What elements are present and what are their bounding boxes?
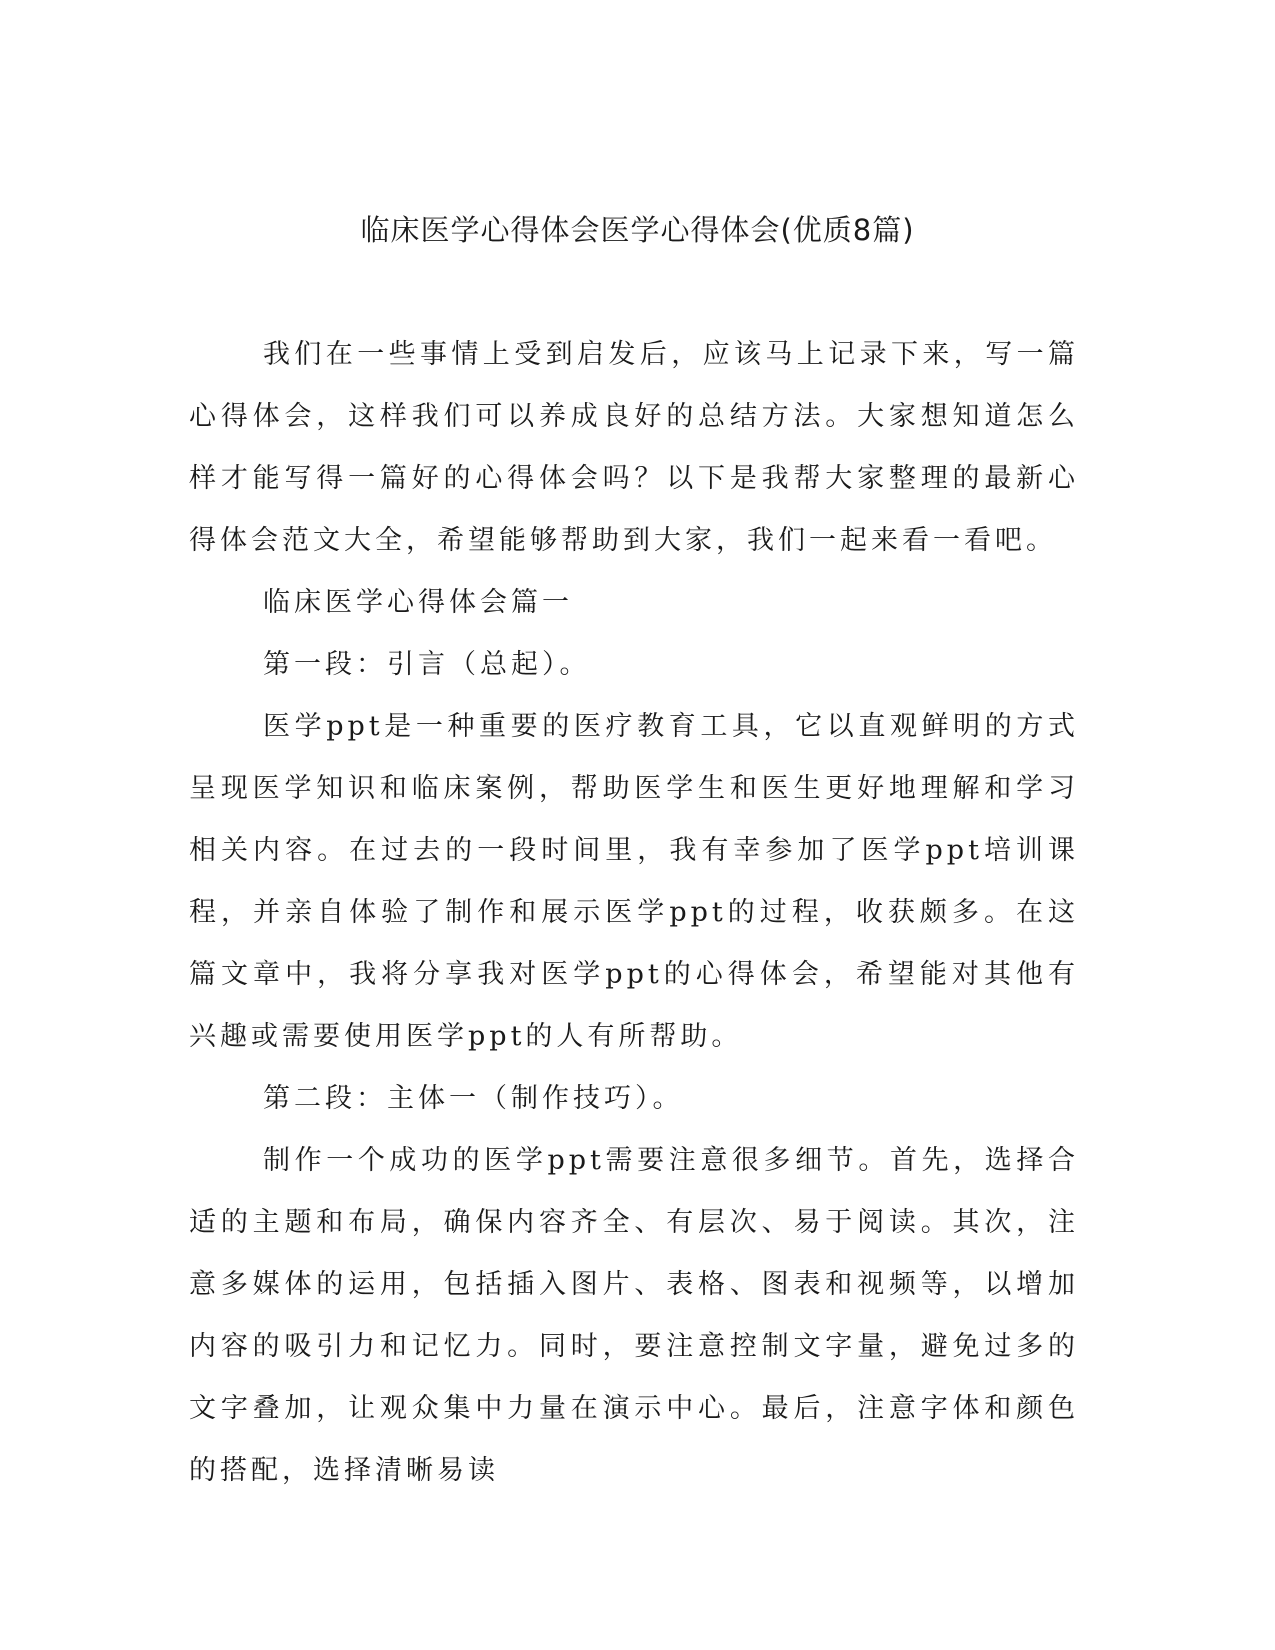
document-title: 临床医学心得体会医学心得体会(优质8篇) bbox=[360, 213, 915, 247]
intro-paragraph: 我们在一些事情上受到启发后，应该马上记录下来，写一篇心得体会，这样我们可以养成良好的总结方法。大家想知道怎么样才能写得一篇好的心得体会吗？以下是我帮大家整理的最新心得体会范文大全，希望能够帮助到大家，我们一起来看一看吧。 bbox=[189, 339, 1079, 556]
document-body bbox=[189, 324, 1079, 1502]
section-heading: 临床医学心得体会篇一 bbox=[263, 587, 573, 618]
subsection-heading: 第一段：引言（总起）。 bbox=[263, 649, 591, 680]
body-paragraph: 医学ppt是一种重要的医疗教育工具，它以直观鲜明的方式呈现医学知识和临床案例，帮助医学生和医生更好地理解和学习相关内容。在过去的一段时间里，我有幸参加了医学ppt培训课程，并亲自体验了制作和展示医学ppt的过程，收获颇多。在这篇文章中，我将分享我对医学ppt的心得体会，希望能对其他有兴趣或需要使用医学ppt的人有所帮助。 bbox=[189, 711, 1079, 1052]
subsection-heading: 第二段：主体一（制作技巧）。 bbox=[263, 1083, 684, 1114]
body-paragraph: 制作一个成功的医学ppt需要注意很多细节。首先，选择合适的主题和布局，确保内容齐全、有层次、易于阅读。其次，注意多媒体的运用，包括插入图片、表格、图表和视频等，以增加内容的吸引力和记忆力。同时，要注意控制文字量，避免过多的文字叠加，让观众集中力量在演示中心。最后，注意字体和颜色的搭配，选择清晰易读 bbox=[189, 1145, 1079, 1486]
